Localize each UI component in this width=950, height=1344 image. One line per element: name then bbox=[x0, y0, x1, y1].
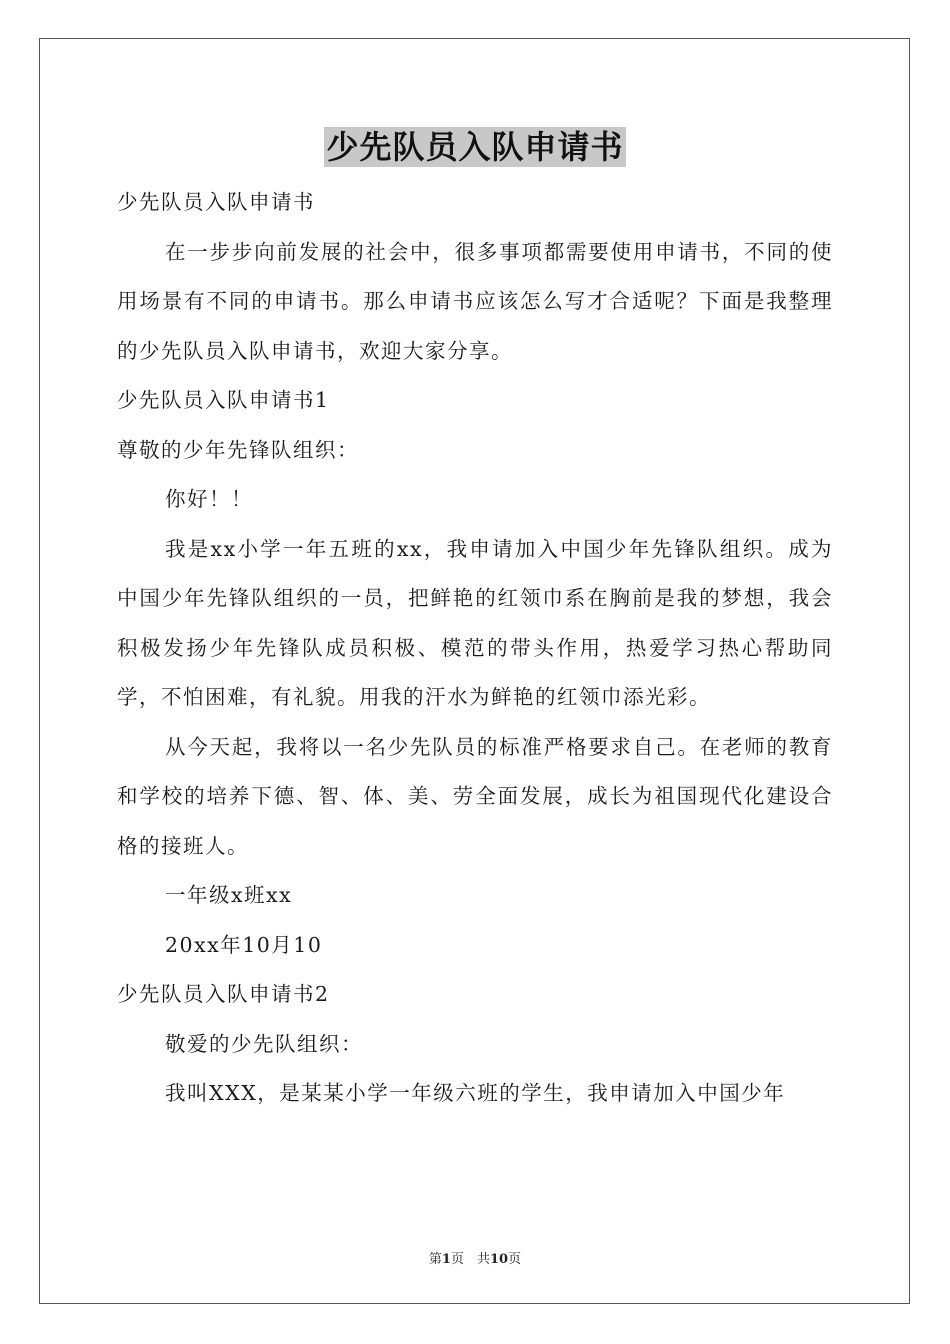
salutation-2: 敬爱的少先队组织： bbox=[165, 1031, 363, 1056]
section2-paragraph-1: 我叫XXX，是某某小学一年级六班的学生，我申请加入中国少年 bbox=[165, 1081, 786, 1105]
footer-mid: 页 共 bbox=[450, 1252, 490, 1267]
footer-prefix: 第 bbox=[428, 1252, 442, 1267]
page-footer bbox=[0, 1248, 950, 1267]
document-body bbox=[117, 178, 833, 1119]
footer-page-number: 1 bbox=[441, 1252, 451, 1267]
section-heading-2: 少先队员入队申请书2 bbox=[117, 982, 330, 1006]
section1-paragraph-2: 从今天起，我将以一名少先队员的标准严格要求自己。在老师的教育和学校的培养下德、智、体、美、劳全面发展，成长为祖国现代化建设合格的接班人。 bbox=[117, 734, 833, 858]
section-heading-1: 少先队员入队申请书1 bbox=[117, 388, 330, 412]
intro-paragraph: 在一步步向前发展的社会中，很多事项都需要使用申请书，不同的使用场景有不同的申请书。那么申请书应该怎么写才合适呢？下面是我整理的少先队员入队申请书，欢迎大家分享。 bbox=[117, 239, 833, 363]
signature: 一年级x班xx bbox=[165, 883, 293, 907]
document-title: 少先队员入队申请书 bbox=[326, 128, 624, 166]
section1-paragraph-1: 我是xx小学一年五班的xx，我申请加入中国少年先锋队组织。成为中国少年先锋队组织的一员，把鲜艳的红领巾系在胸前是我的梦想，我会积极发扬少年先锋队成员积极、模范的带头作用，热爱学习热心帮助同学，不怕困难，有礼貌。用我的汗水为鲜艳的红领巾添光彩。 bbox=[117, 536, 833, 709]
footer-suffix: 页 bbox=[508, 1252, 522, 1267]
title-container bbox=[0, 127, 950, 167]
greeting: 你好！！ bbox=[165, 487, 253, 511]
footer-total-pages: 10 bbox=[489, 1252, 509, 1267]
subtitle: 少先队员入队申请书 bbox=[117, 190, 315, 214]
salutation-1: 尊敬的少年先锋队组织： bbox=[117, 437, 359, 462]
date: 20xx年10月10 bbox=[165, 932, 323, 957]
